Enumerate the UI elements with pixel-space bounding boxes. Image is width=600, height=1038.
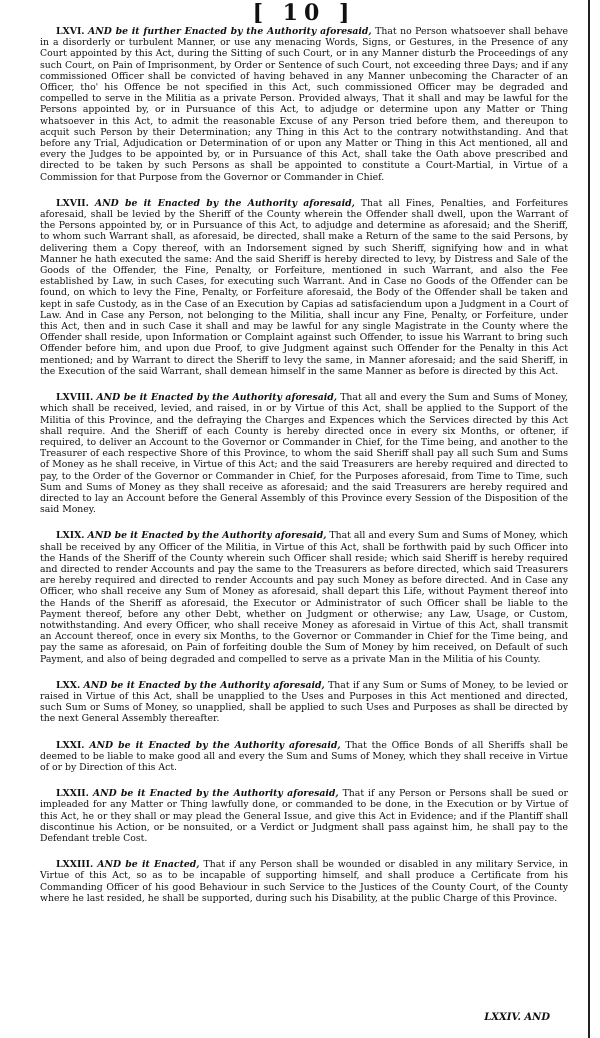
section-text: That all Fines, Penalties, and Forfeitures aforesaid, shall be levied by the Sheriff of the County wherein the Offender shall dwell, upon the Warrant of the Persons appointed by, or in Pursuance of this Act, to adjudge and determine as aforesaid; and the Sheriff, to whom such Warrant shall, as aforesaid, be directed, shall make a Return of the same to the said Persons, by delivering them a Copy thereof, with an Indorsement signed by such Sheriff, signifying how and in what Manner he hath executed the same: And the said Sheriff is hereby directed to levy, by Distress and Sale of the Goods of the Offender, the Fine, Penalty, or Forfeiture, mentioned in such Warrant, and also the Fee established by Law, in such Cases, for executing such Warrant. And in Case no Goods of the Offender can be found, on which to levy the Fine, Penalty, or Forfeiture aforesaid, the Body of the Offender shall be taken and kept in safe Custody, as in the Case of an Execution by Capias ad satisfaciendum upon a Judgment in a Court of Law. And in Case any Person, not belonging to the Militia, shall incur any Fine, Penalty, or Forfeiture, under this Act, then and in such Case it shall and may be lawful for any single Magistrate in the County where the Offender shall reside, upon Information or Complaint against such Offender, to issue his Warrant to bring such Offender before him, and upon due Proof, to give Judgment against such Offender for the Penalty in this Act mentioned; and by Warrant to direct the Sheriff to levy the same, in Manner aforesaid; and the said Sheriff, in the Execution of the said Warrant, shall demean himself in the same Manner as before is directed by this Act. [40,197,568,377]
section-number: LXX. [56,679,81,691]
section-number: LXVI. [56,26,85,37]
enacting-clause: AND be it Enacted by the Authority aforesaid, [89,739,341,751]
section-paragraph [40,198,568,377]
enacting-clause: AND be it Enacted, [97,859,200,871]
page-edge-rule [588,0,590,1038]
section-text: That if any Person shall be wounded or disabled in any military Service, in Virtue of this Act, so as to be incapable of supporting himself, and shall produce a Certificate from his Commanding Officer of his good Behaviour in such Service to the Justices of the County Court, of the County where he last resided, he shall be supported, during such his Disability, at the public Charge of this Province. [40,859,568,904]
section-number: LXIX. [56,530,85,542]
section-paragraph [40,26,568,183]
enacting-clause: AND be it Enacted by the Authority aforesaid, [96,392,337,404]
page-number: [ 10 ] [252,0,356,26]
section-text: That if any Person or Persons shall be sued or impleaded for any Matter or Thing lawfully done, or commanded to be done, in the Execution or by Virtue of this Act, he or they shall or may plead the General Issue, and give this Act in Evidence; and if the Plantiff shall discontinue his Action, or be nonsuited, or a Verdict or Judgment shall pass against him, he shall pay to the Defendant treble Cost. [40,788,568,844]
enacting-clause: AND be it further Enacted by the Authority aforesaid, [88,26,372,37]
section-number: LXXIII. [56,859,94,871]
section-paragraph [40,530,568,664]
section-text: That no Person whatsoever shall behave in a disorderly or turbulent Manner, or use any menacing Words, Signs, or Gestures, in the Presence of any Court appointed by this Act, during the Sitting of such Court, or in any Manner disturb the Proceedings of any such Court, on Pain of Imprisonment, by Order or Sentence of such Court, not exceeding three Days; and if any commissioned Officer shall be convicted of having behaved in any Manner unbecoming the Character of an Officer, tho' his Offence be not specified in this Act, such commissioned Officer may be degraded and compelled to serve in the Militia as a private Person. Provided always, That it shall and may be lawful for the Persons appointed by, or in Pursuance of this Act, to adjudge or determine upon any Matter or Thing whatsoever in this Act, to admit the reasonable Excuse of any Person tried before them, and thereupon to acquit such Person by their Determination; any Thing in this Act to the contrary notwithstanding. And that before any Trial, Adjudication or Determination of or upon any Matter or Thing in this Act mentioned, all and every the Judges to be appointed by, or in Pursuance of this Act, shall take the Oath above prescribed and directed to be taken by such Persons as shall be appointed to constitute a Court-Martial, in Virtue of a Commission for that Purpose from the Governor or Commander in Chief. [40,26,568,183]
sections-container [40,26,568,904]
section-text: That if any Sum or Sums of Money, to be levied or raised in Virtue of this Act, shall be unapplied to the Uses and Purposes in this Act mentioned and directed, such Sum or Sums of Money, so unapplied, shall be applied to such Uses and Purposes as shall be directed by the next General Assembly thereafter. [40,679,568,725]
section-number: LXVII. [56,197,89,209]
section-text: That all and every the Sum and Sums of Money, which shall be received, levied, and raised, in or by Virtue of this Act, shall be applied to the Support of the Militia of this Province, and the defraying the Charges and Expences which the Services directed by this Act shall require. And the Sheriff of each County is hereby directed once in every six Months, or oftener, if required, to deliver an Account to the Governor or Commander in Chief, for the Time being, and another to the Treasurer of each respective Shore of this Province, to whom the said Sheriff shall pay all such Sum and Sums of Money as he shall receive, in Virtue of this Act; and the said Treasurers are hereby required and directed to pay, to the Order of the Governor or Commander in Chief, for the Purposes aforesaid, from Time to Time, such Sum and Sums of Money as they shall receive as aforesaid; and the said Treasurers are hereby required and directed to lay an Account before the General Assembly of this Province every Session of the Disposition of the said Money. [40,392,568,516]
enacting-clause: AND be it Enacted by the Authority aforesaid, [83,679,325,691]
section-paragraph [40,740,568,774]
enacting-clause: AND be it Enacted by the Authority aforesaid, [87,530,327,542]
section-paragraph [40,680,568,725]
catchword: LXXIV. AND [484,1012,550,1023]
section-paragraph [40,788,568,844]
enacting-clause: AND be it Enacted by the Authority aforesaid, [92,788,339,800]
section-text: That all and every Sum and Sums of Money, which shall be received by any Officer of the Militia, in Virtue of this Act, shall be forthwith paid by such Officer into the Hands of the Sheriff of the County wherein such Officer shall reside; which said Sheriff is hereby required and directed to render Accounts and pay the same to the Treasurers as before directed, which said Treasurers are hereby required and directed to render Accounts and pay such Money as before directed. And in Case any Officer, who shall receive any Sum of Money as aforesaid, shall depart this Life, without Payment thereof into the Hands of the Sheriff as aforesaid, the Executor or Administrator of such Officer shall be liable to the Payment thereof, before any other Debt, whether on Judgment or otherwise; any Law, Usage, or Custom, notwithstanding. And every Officer, who shall receive Money as aforesaid in Virtue of this Act, shall transmit an Account thereof, once in every six Months, to the Governor or Commander in Chief for the Time being, and pay the same as aforesaid, on Pain of forfeiting double the Sum of Money by him received, on Default of such Payment, and also of being degraded and compelled to serve as a private Man in the Militia of his County. [40,530,568,665]
enacting-clause: AND be it Enacted by the Authority aforesaid, [94,197,355,209]
section-number: LXXII. [56,788,89,800]
section-text: That the Office Bonds of all Sheriffs shall be deemed to be liable to make good all and every the Sum and Sums of Money, which they shall receive in Virtue of or by Direction of this Act. [40,739,569,773]
section-number: LXVIII. [56,392,94,404]
section-number: LXXI. [56,739,85,751]
section-paragraph [40,859,568,904]
document-page [40,0,568,1038]
section-paragraph [40,392,568,515]
